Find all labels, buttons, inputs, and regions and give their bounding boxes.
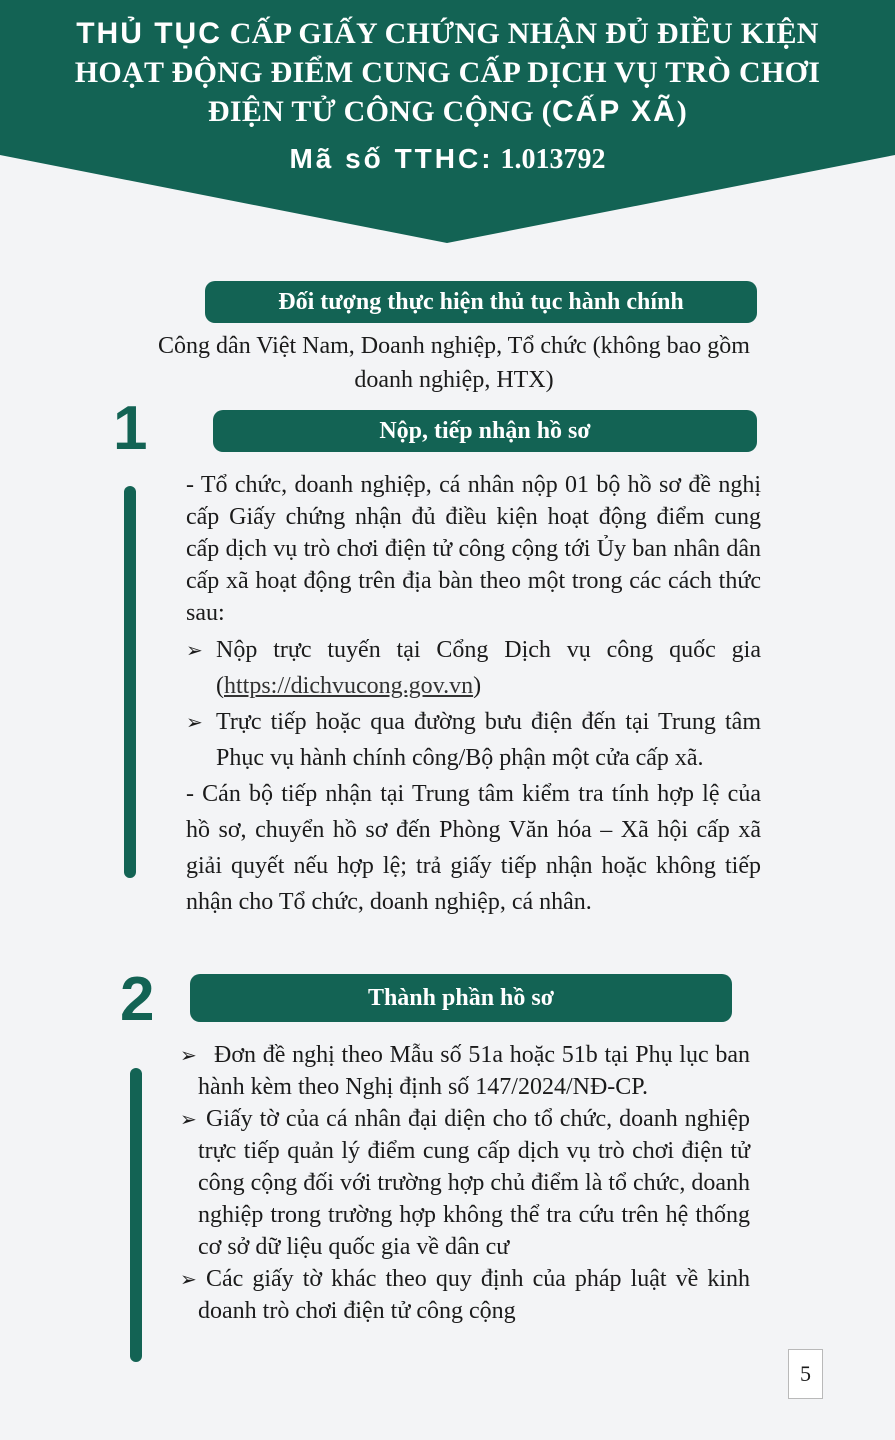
title-line-3: ĐIỆN TỬ CÔNG CỘNG (CẤP XÃ) xyxy=(207,95,688,128)
title-line-2: HOẠT ĐỘNG ĐIỂM CUNG CẤP DỊCH VỤ TRÒ CHƠI xyxy=(74,56,821,89)
dichvucong-link[interactable]: https://dichvucong.gov.vn xyxy=(224,673,474,699)
section2-item-3: ➢ Các giấy tờ khác theo quy định của pháp luật về kinh doanh trò chơi điện tử công cộng xyxy=(180,1263,750,1327)
header-banner xyxy=(0,0,895,245)
arrowhead-bullet-icon: ➢ xyxy=(186,710,203,734)
arrowhead-bullet-icon: ➢ xyxy=(186,638,203,662)
section1-intro: - Tổ chức, doanh nghiệp, cá nhân nộp 01 bộ hồ sơ đề nghị cấp Giấy chứng nhận đủ điều kiện hoạt động điểm cung cấp dịch vụ trò chơi điện tử công cộng tới Ủy ban nhân dân cấp xã hoạt động trên địa bàn theo một trong các cách thức sau: xyxy=(186,472,761,626)
section1-heading: Nộp, tiếp nhận hồ sơ xyxy=(213,410,757,452)
section2-bar xyxy=(130,1068,142,1362)
page-number: 5 xyxy=(788,1349,823,1399)
arrowhead-bullet-icon: ➢ xyxy=(180,1267,197,1291)
step-number-1: 1 xyxy=(113,394,148,463)
section2-body xyxy=(180,1039,750,1327)
section2-item-2: ➢ Giấy tờ của cá nhân đại diện cho tổ chức, doanh nghiệp trực tiếp quản lý điểm cung cấp dịch vụ trò chơi điện tử công cộng đối với trường hợp chủ điểm là tổ chức, doanh nghiệp trong trường hợp không thể tra cứu trên hệ thống cơ sở dữ liệu quốc gia về dân cư xyxy=(180,1103,750,1263)
header-text xyxy=(0,14,895,178)
step-number-2: 2 xyxy=(120,965,155,1034)
procedure-code: Mã số TTHC: 1.013792 xyxy=(289,143,606,175)
section1-bullet-2: ➢ Trực tiếp hoặc qua đường bưu điện đến tại Trung tâm Phục vụ hành chính công/Bộ phận một cửa cấp xã. xyxy=(186,704,761,776)
section1-body xyxy=(186,469,761,920)
arrowhead-bullet-icon: ➢ xyxy=(180,1107,197,1131)
section2-heading: Thành phần hồ sơ xyxy=(190,974,732,1022)
subject-heading: Đối tượng thực hiện thủ tục hành chính xyxy=(205,281,757,323)
subject-text: Công dân Việt Nam, Doanh nghiệp, Tổ chức (không bao gồm doanh nghiệp, HTX) xyxy=(158,333,750,393)
title-line-1: THỦ TỤC CẤP GIẤY CHỨNG NHẬN ĐỦ ĐIỀU KIỆN xyxy=(76,17,819,50)
arrowhead-bullet-icon: ➢ xyxy=(180,1043,197,1067)
section1-bullet-1: ➢ Nộp trực tuyến tại Cổng Dịch vụ công quốc gia (https://dichvucong.gov.vn) xyxy=(186,632,761,704)
section1-outro: - Cán bộ tiếp nhận tại Trung tâm kiểm tra tính hợp lệ của hồ sơ, chuyển hồ sơ đến Phòng Văn hóa – Xã hội cấp xã giải quyết nếu hợp lệ; trả giấy tiếp nhận hoặc không tiếp nhận cho Tổ chức, doanh nghiệp, cá nhân. xyxy=(186,781,761,915)
section1-bar xyxy=(124,486,136,878)
section2-item-1: ➢ Đơn đề nghị theo Mẫu số 51a hoặc 51b tại Phụ lục ban hành kèm theo Nghị định số 147/2024/NĐ-CP. xyxy=(180,1039,750,1103)
